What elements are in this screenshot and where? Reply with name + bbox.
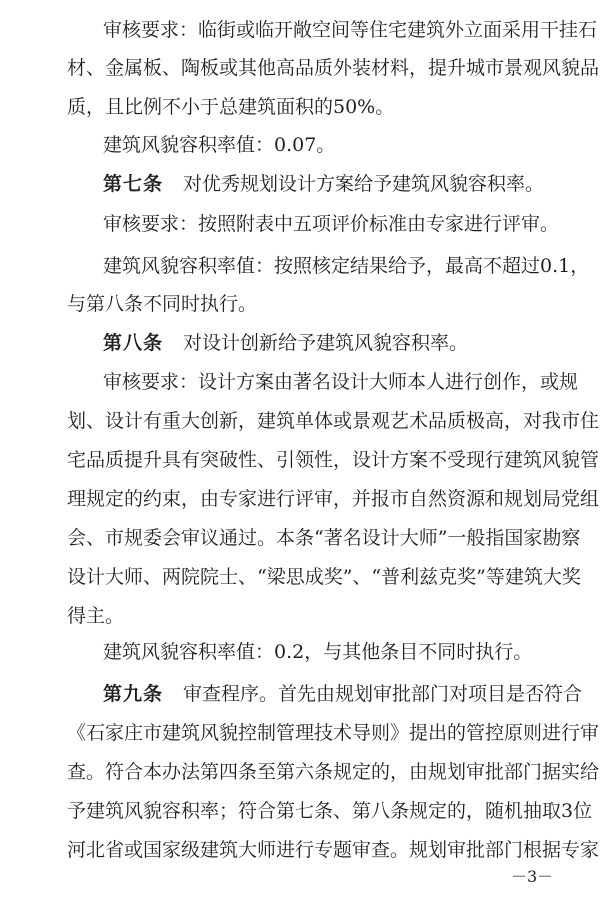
text-line: 查。符合本办法第四条至第六条规定的，由规划审批部门据实给 xyxy=(67,761,600,783)
text-line: 《石家庄市建筑风貌控制管理技术导则》提出的管控原则进行审 xyxy=(67,722,600,744)
article-8-heading: 第八条 xyxy=(103,332,164,354)
text-line: 河北省或国家级建筑大师进行专题审查。规划审批部门根据专家 xyxy=(67,839,600,861)
article-7-heading: 第七条 xyxy=(103,173,164,195)
text-line: 与第八条不同时执行。 xyxy=(67,293,258,315)
text-line: 理规定的约束，由专家进行评审，并报市自然资源和规划局党组 xyxy=(67,488,600,510)
article-7-line xyxy=(103,172,563,196)
text-line: 质，且比例不小于总建筑面积的50%。 xyxy=(67,96,395,118)
text-line: 得主。 xyxy=(67,605,125,627)
text-line: 设计大师、两院院士、“梁思成奖”、“普利兹克奖”等建筑大奖 xyxy=(67,566,581,588)
article-8-text: 对设计创新给予建筑风貌容积率。 xyxy=(183,332,469,354)
text-line: 建筑风貌容积率值：0.2，与其他条目不同时执行。 xyxy=(103,641,533,663)
article-7-text: 对优秀规划设计方案给予建筑风貌容积率。 xyxy=(183,173,545,195)
article-9-text: 审查程序。首先由规划审批部门对项目是否符合 xyxy=(183,683,583,705)
article-9-heading: 第九条 xyxy=(103,683,164,705)
text-line: 建筑风貌容积率值：0.07。 xyxy=(103,134,336,156)
text-line: 划、设计有重大创新，建筑单体或景观艺术品质极高，对我市住 xyxy=(67,410,600,432)
article-9-line xyxy=(103,682,583,706)
text-line: 审核要求：临街或临开敞空间等住宅建筑外立面采用干挂石 xyxy=(103,19,598,41)
text-line: 建筑风貌容积率值：按照核定结果给予，最高不超过0.1， xyxy=(103,255,590,277)
text-line: 审核要求：按照附表中五项评价标准由专家进行评审。 xyxy=(103,213,560,235)
page-number: －3－ xyxy=(511,867,554,886)
text-line: 予建筑风貌容积率；符合第七条、第八条规定的，随机抽取3位 xyxy=(67,800,593,822)
text-line: 会、市规委会审议通过。本条“著名设计大师”一般指国家勘察 xyxy=(67,527,581,549)
text-line: 材、金属板、陶板或其他高品质外装材料，提升城市景观风貌品 xyxy=(67,57,600,79)
text-line: 宅品质提升具有突破性、引领性，设计方案不受现行建筑风貌管 xyxy=(67,449,600,471)
article-8-line xyxy=(103,331,563,355)
text-line: 审核要求：设计方案由著名设计大师本人进行创作，或规 xyxy=(103,371,579,393)
